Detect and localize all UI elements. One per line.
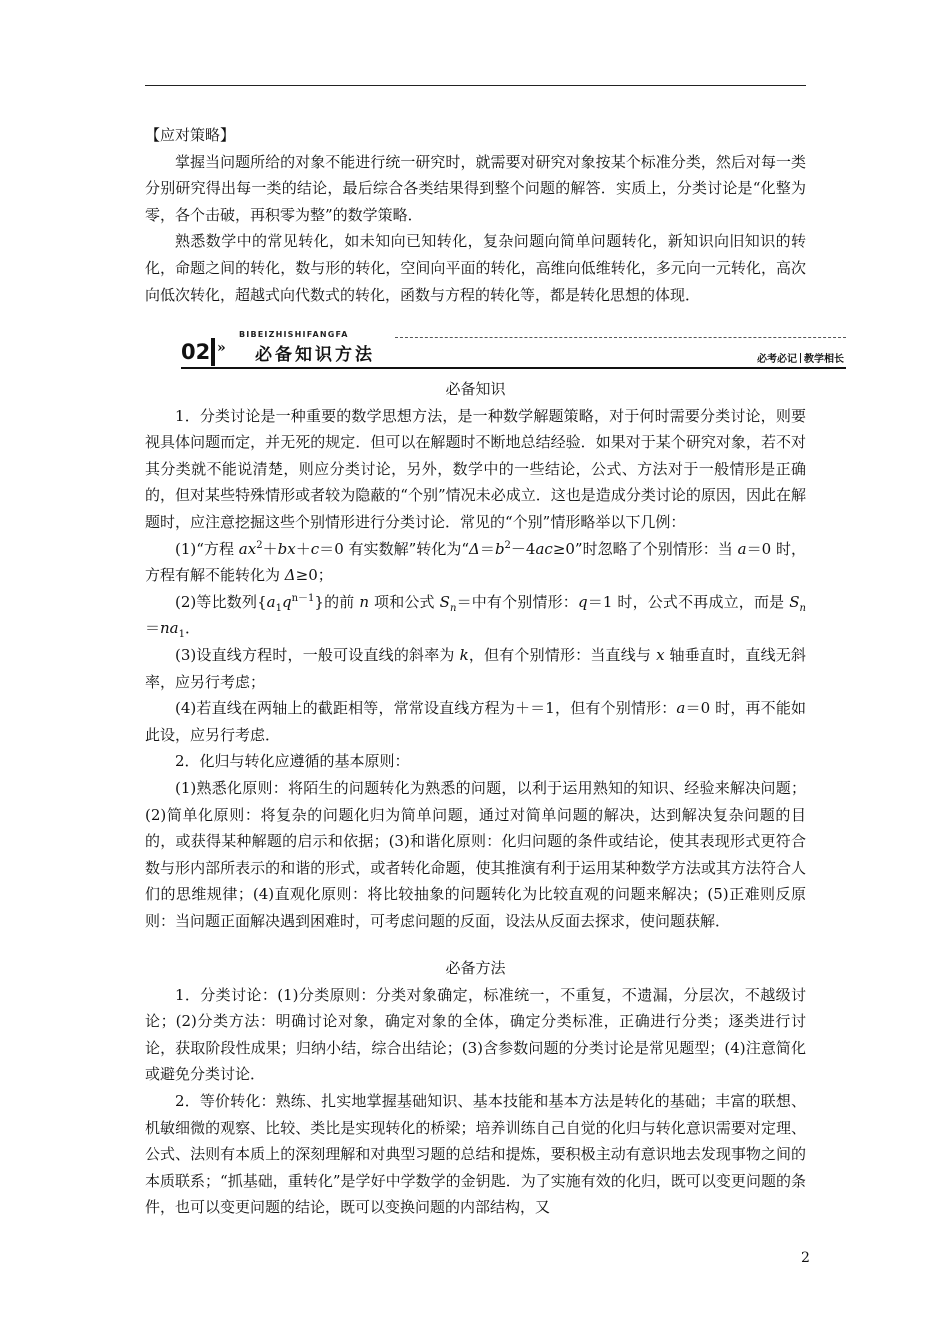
section-number: 02 <box>181 338 215 366</box>
strategy-paragraph-2: 熟悉数学中的常见转化，如未知向已知转化，复杂问题向简单问题转化，新知识向旧知识的转化，命题之间的转化，数与形的转化，空间向平面的转化，高维向低维转化，多元向一元转化，高次向低次转化，超越式向代数式的转化，函数与方程的转化等，都是转化思想的体现． <box>145 232 806 304</box>
section-dashed-rule <box>395 337 846 338</box>
knowledge-item-4: (4)若直线在两轴上的截距相等，常常设直线方程为＋＝1，但有个别情形：a＝0 时，再不能如此设，应另行考虑． <box>145 699 807 744</box>
knowledge-block <box>145 376 806 934</box>
methods-block <box>145 955 806 1221</box>
section-underline <box>181 367 846 369</box>
tag-separator <box>800 353 801 363</box>
knowledge-heading: 必备知识 <box>445 380 506 398</box>
methods-heading: 必备方法 <box>445 959 506 977</box>
section-tag-a: 必考必记 <box>757 354 797 365</box>
knowledge-item-3: (3)设直线方程时，一般可设直线的斜率为 k，但有个别情形：当直线与 x 轴垂直时，直线无斜率，应另行考虑； <box>145 645 806 691</box>
header-rule <box>145 85 806 86</box>
double-chevron-icon: » <box>217 340 226 356</box>
page-number: 2 <box>801 1250 810 1266</box>
methods-paragraph-2: 2．等价转化：熟练、扎实地掌握基础知识、基本技能和基本方法是转化的基础；丰富的联想、机敏细微的观察、比较、类比是实现转化的桥梁；培养训练自己自觉的化归与转化意识需要对定理、公式、法则有本质上的深刻理解和对典型习题的总结和提炼，要积极主动有意识地去发现事物之间的本质联系；“抓基础，重转化”是学好中学数学的金钥匙．为了实施有效的化归，既可以变更问题的条件，也可以变更问题的结论，既可以变换问题的内部结构，又 <box>145 1091 806 1217</box>
methods-paragraph-1: 1．分类讨论：(1)分类原则：分类对象确定，标准统一，不重复，不遗漏，分层次，不越级讨论；(2)分类方法：明确讨论对象，确定对象的全体，确定分类标准，正确进行分类；逐类进行讨论，获取阶段性成果；归纳小结，综合出结论；(3)含参数问题的分类讨论是常见题型；(4)注意简化或避免分类讨论． <box>145 985 806 1084</box>
knowledge-item-1: (1)“方程 $ax^2+bx+c=0$ 有实数解”转化为“$\Delta=b^2-4ac\ge 0$”时忽略了个别情形：当 a＝0 时，方程有解不能转化为 Δ≥0； <box>145 539 806 585</box>
section-pinyin: BIBEIZHISHIFANGFA <box>239 330 349 339</box>
section-tag-b: 教学相长 <box>804 354 844 365</box>
knowledge-item-2: (2)等比数列$\{a_1q^{n-1}\}$的前 n 项和公式 $S_n=$中有个别情形：q＝1 时，公式不再成立，而是 $S_n=na_1$． <box>145 592 806 641</box>
strategy-block <box>145 122 806 308</box>
section-title: 必备知识方法 <box>255 345 375 365</box>
knowledge-paragraph-3: (1)熟悉化原则：将陌生的问题转化为熟悉的问题，以利于运用熟知的知识、经验来解决问题；(2)简单化原则：将复杂的问题化归为简单问题，通过对简单问题的解决，达到解决复杂问题的目的，或获得某种解题的启示和依据；(3)和谐化原则：化归问题的条件或结论，使其表现形式更符合数与形内部所表示的和谐的形式，或者转化命题，使其推演有利于运用某种数学方法或其方法符合人们的思维规律；(4)直观化原则：将比较抽象的问题转化为比较直观的问题来解决；(5)正难则反原则：当问题正面解决遇到困难时，可考虑问题的反面，设法从反面去探求，使问题获解． <box>145 778 806 930</box>
section-header <box>145 330 846 370</box>
section-tagline <box>757 350 844 365</box>
knowledge-paragraph-2: 2．化归与转化应遵循的基本原则： <box>175 752 410 771</box>
strategy-heading: 【应对策略】 <box>145 126 236 144</box>
knowledge-paragraph-1: 1．分类讨论是一种重要的数学思想方法，是一种数学解题策略，对于何时需要分类讨论，则要视具体问题而定，并无死的规定．但可以在解题时不断地总结经验．如果对于某个研究对象，若不对其分类就不能说清楚，则应分类讨论，另外，数学中的一些结论，公式、方法对于一般情形是正确的，但对某些特殊情形或者较为隐蔽的“个别”情况未必成立．这也是造成分类讨论的原因，因此在解题时，应注意挖掘这些个别情形进行分类讨论．常见的“个别”情形略举以下几例： <box>145 406 806 531</box>
strategy-paragraph-1: 掌握当问题所给的对象不能进行统一研究时，就需要对研究对象按某个标准分类，然后对每一类分别研究得出每一类的结论，最后综合各类结果得到整个问题的解答．实质上，分类讨论是“化整为零，各个击破，再积零为整”的数学策略． <box>145 152 806 224</box>
